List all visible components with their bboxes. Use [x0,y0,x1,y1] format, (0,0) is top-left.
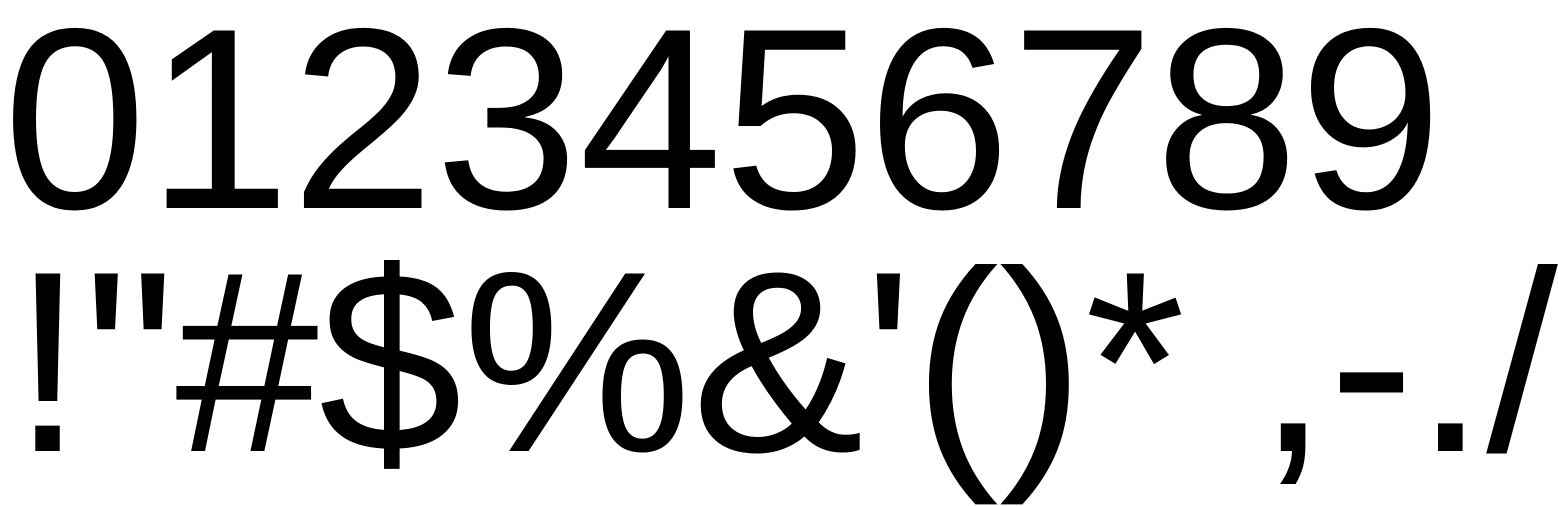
symbols-row: !"#$%&'()* ,-./ [12,217,1558,506]
digits-row: 0123456789 [3,0,1443,263]
